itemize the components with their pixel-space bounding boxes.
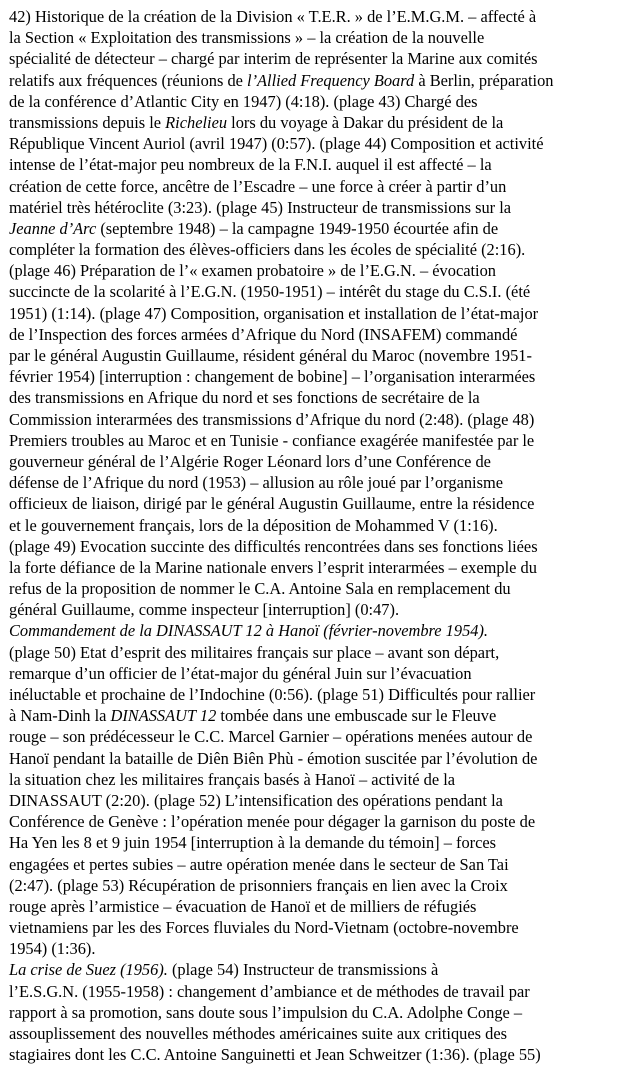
text-line: [9, 154, 610, 175]
text-line: [9, 387, 610, 408]
text-line: [9, 748, 610, 769]
text-line: [9, 620, 610, 641]
text-fragment: (plage 46) Préparation de l’« examen probatoire » de l’E.G.N. – évocation: [9, 261, 496, 281]
text-fragment: (plage 54) Instructeur de transmissions à: [167, 960, 439, 980]
text-fragment: (2:47). (plage 53) Récupération de prisonniers français en lien avec la Croix: [9, 875, 508, 895]
italic-text: La crise de Suez (1956).: [9, 960, 168, 980]
text-fragment: 42) Historique de la création de la Division « T.E.R. » de l’E.M.G.M. – affecté à: [9, 7, 537, 26]
text-line: [9, 91, 610, 112]
text-fragment: la Section « Exploitation des transmissions » – la création de la nouvelle: [9, 28, 485, 48]
text-fragment: de la conférence d’Atlantic City en 1947) (4:18). (plage 43) Chargé des: [9, 91, 478, 111]
text-fragment: à Berlin, préparation: [414, 70, 554, 90]
text-line: [9, 218, 610, 239]
text-fragment: et le gouvernement français, lors de la déposition de Mohammed V (1:16).: [9, 515, 498, 535]
text-fragment: Ha Yen les 8 et 9 juin 1954 [interruption à la demande du témoin] – forces: [9, 833, 497, 853]
text-fragment: stagiaires dont les C.C. Antoine Sanguinetti et Jean Schweitzer (1:36). (plage 55): [9, 1045, 541, 1065]
text-fragment: (septembre 1948) – la campagne 1949-1950 écourtée afin de: [96, 218, 499, 238]
text-fragment: à Nam-Dinh la: [9, 706, 111, 726]
text-line: [9, 642, 610, 663]
text-line: [9, 875, 610, 896]
text-fragment: rapport à sa promotion, sans doute sous l’impulsion du C.A. Adolphe Conge –: [9, 1002, 523, 1022]
text-line: [9, 578, 610, 599]
text-fragment: assouplissement des nouvelles méthodes américaines suite aux critiques des: [9, 1024, 507, 1043]
text-line: [9, 981, 610, 1002]
text-fragment: tombée dans une embuscade sur le Fleuve: [216, 706, 497, 726]
text-fragment: Premiers troubles au Maroc et en Tunisie - confiance exagérée manifestée par le: [9, 430, 535, 450]
text-line: [9, 726, 610, 747]
text-line: [9, 832, 610, 853]
text-line: [9, 917, 610, 938]
text-line: [9, 515, 610, 536]
text-line: [9, 663, 610, 684]
text-fragment: par le général Augustin Guillaume, résident général du Maroc (novembre 1951-: [9, 346, 532, 365]
text-fragment: rouge après l’armistice – évacuation de Hanoï et de milliers de réfugiés: [9, 896, 477, 916]
text-fragment: transmissions depuis le: [9, 112, 166, 132]
text-line: [9, 1044, 610, 1065]
text-line: [9, 345, 610, 366]
text-line: [9, 409, 610, 430]
text-line: [9, 239, 610, 260]
text-fragment: DINASSAUT (2:20). (plage 52) L’intensification des opérations pendant la: [9, 790, 503, 810]
text-fragment: refus de la proposition de nommer le C.A. Antoine Sala en remplacement du: [9, 579, 511, 599]
text-line: [9, 1002, 610, 1023]
text-fragment: Conférence de Genève : l’opération menée pour dégager la garnison du poste de: [9, 812, 536, 832]
text-fragment: 1951) (1:14). (plage 47) Composition, organisation et installation de l’état-major: [9, 303, 539, 323]
text-line: [9, 303, 610, 324]
text-line: [9, 790, 610, 811]
text-line: [9, 112, 610, 133]
italic-text: l’Allied Frequency Board: [247, 70, 415, 90]
text-fragment: la forte défiance de la Marine nationale envers l’esprit interarmées – exemple du: [9, 557, 537, 577]
text-fragment: (plage 50) Etat d’esprit des militaires français sur place – avant son départ,: [9, 642, 500, 662]
text-line: [9, 938, 610, 959]
text-fragment: des transmissions en Afrique du nord et ses fonctions de secrétaire de la: [9, 388, 480, 408]
text-fragment: 1954) (1:36).: [9, 939, 96, 959]
text-fragment: engagées et pertes subies – autre opération menée dans le secteur de San Tai: [9, 854, 509, 874]
text-line: [9, 769, 610, 790]
text-fragment: Hanoï pendant la bataille de Diên Biên Phù - émotion suscitée par l’évolution de: [9, 748, 538, 768]
text-line: [9, 281, 610, 302]
text-fragment: création de cette force, ancêtre de l’Escadre – une force à créer à partir d’un: [9, 176, 507, 196]
text-line: [9, 599, 610, 620]
text-line: [9, 1023, 610, 1044]
italic-text: Richelieu: [165, 112, 228, 132]
text-line: [9, 260, 610, 281]
text-line: [9, 48, 610, 69]
text-fragment: République Vincent Auriol (avril 1947) (0:57). (plage 44) Composition et activité: [9, 134, 544, 154]
text-fragment: spécialité de détecteur – chargé par interim de représenter la Marine aux comités: [9, 49, 538, 69]
text-line: [9, 959, 610, 980]
text-line: [9, 854, 610, 875]
text-line: [9, 684, 610, 705]
text-fragment: succincte de la scolarité à l’E.G.N. (1950-1951) – intérêt du stage du C.S.I. (été: [9, 282, 531, 302]
text-fragment: relatifs aux fréquences (réunions de: [9, 70, 248, 90]
text-fragment: de l’Inspection des forces armées d’Afrique du Nord (INSAFEM) commandé: [9, 324, 518, 344]
text-fragment: matériel très hétéroclite (3:23). (plage 45) Instructeur de transmissions sur la: [9, 197, 512, 217]
text-fragment: (plage 49) Evocation succinte des difficultés rencontrées dans ses fonctions liées: [9, 536, 538, 556]
text-fragment: compléter la formation des élèves-officiers dans les écoles de spécialité (2:16).: [9, 240, 526, 260]
text-line: [9, 197, 610, 218]
text-line: [9, 133, 610, 154]
text-line: [9, 176, 610, 197]
text-line: [9, 6, 610, 27]
text-fragment: lors du voyage à Dakar du président de la: [227, 112, 504, 132]
text-fragment: intense de l’état-major peu nombreux de la F.N.I. auquel il est affecté – la: [9, 155, 492, 175]
text-fragment: la situation chez les militaires français basés à Hanoï – activité de la: [9, 769, 456, 789]
text-line: [9, 324, 610, 345]
text-fragment: inéluctable et prochaine de l’Indochine (0:56). (plage 51) Difficultés pour rallier: [9, 685, 536, 704]
italic-text: Jeanne d’Arc: [9, 218, 97, 238]
text-fragment: général Guillaume, comme inspecteur [interruption] (0:47).: [9, 600, 400, 620]
italic-text: DINASSAUT 12: [110, 706, 217, 726]
text-line: [9, 493, 610, 514]
text-fragment: défense de l’Afrique du nord (1953) – allusion au rôle joué par l’organisme: [9, 473, 503, 493]
text-line: [9, 705, 610, 726]
text-line: [9, 366, 610, 387]
text-fragment: l’E.S.G.N. (1955-1958) : changement d’ambiance et de méthodes de travail par: [9, 981, 530, 1001]
text-fragment: février 1954) [interruption : changement de bobine] – l’organisation interarmées: [9, 367, 536, 387]
italic-text: Commandement de la DINASSAUT 12 à Hanoï (février-novembre 1954).: [9, 621, 489, 641]
text-fragment: gouverneur général de l’Algérie Roger Léonard lors d’une Conférence de: [9, 451, 491, 471]
text-line: [9, 430, 610, 451]
text-line: [9, 70, 610, 91]
text-line: [9, 451, 610, 472]
text-line: [9, 811, 610, 832]
text-line: [9, 536, 610, 557]
text-line: [9, 472, 610, 493]
text-fragment: Commission interarmées des transmissions d’Afrique du nord (2:48). (plage 48): [9, 409, 535, 429]
text-line: [9, 557, 610, 578]
text-fragment: officieux de liaison, dirigé par le général Augustin Guillaume, entre la résidence: [9, 494, 535, 514]
text-fragment: remarque d’un officier de l’état-major du général Juin sur l’évacuation: [9, 663, 472, 683]
text-fragment: vietnamiens par les des Forces fluviales du Nord-Vietnam (octobre-novembre: [9, 918, 519, 938]
text-line: [9, 896, 610, 917]
text-fragment: rouge – son prédécesseur le C.C. Marcel Garnier – opérations menées autour de: [9, 727, 533, 747]
text-line: [9, 27, 610, 48]
